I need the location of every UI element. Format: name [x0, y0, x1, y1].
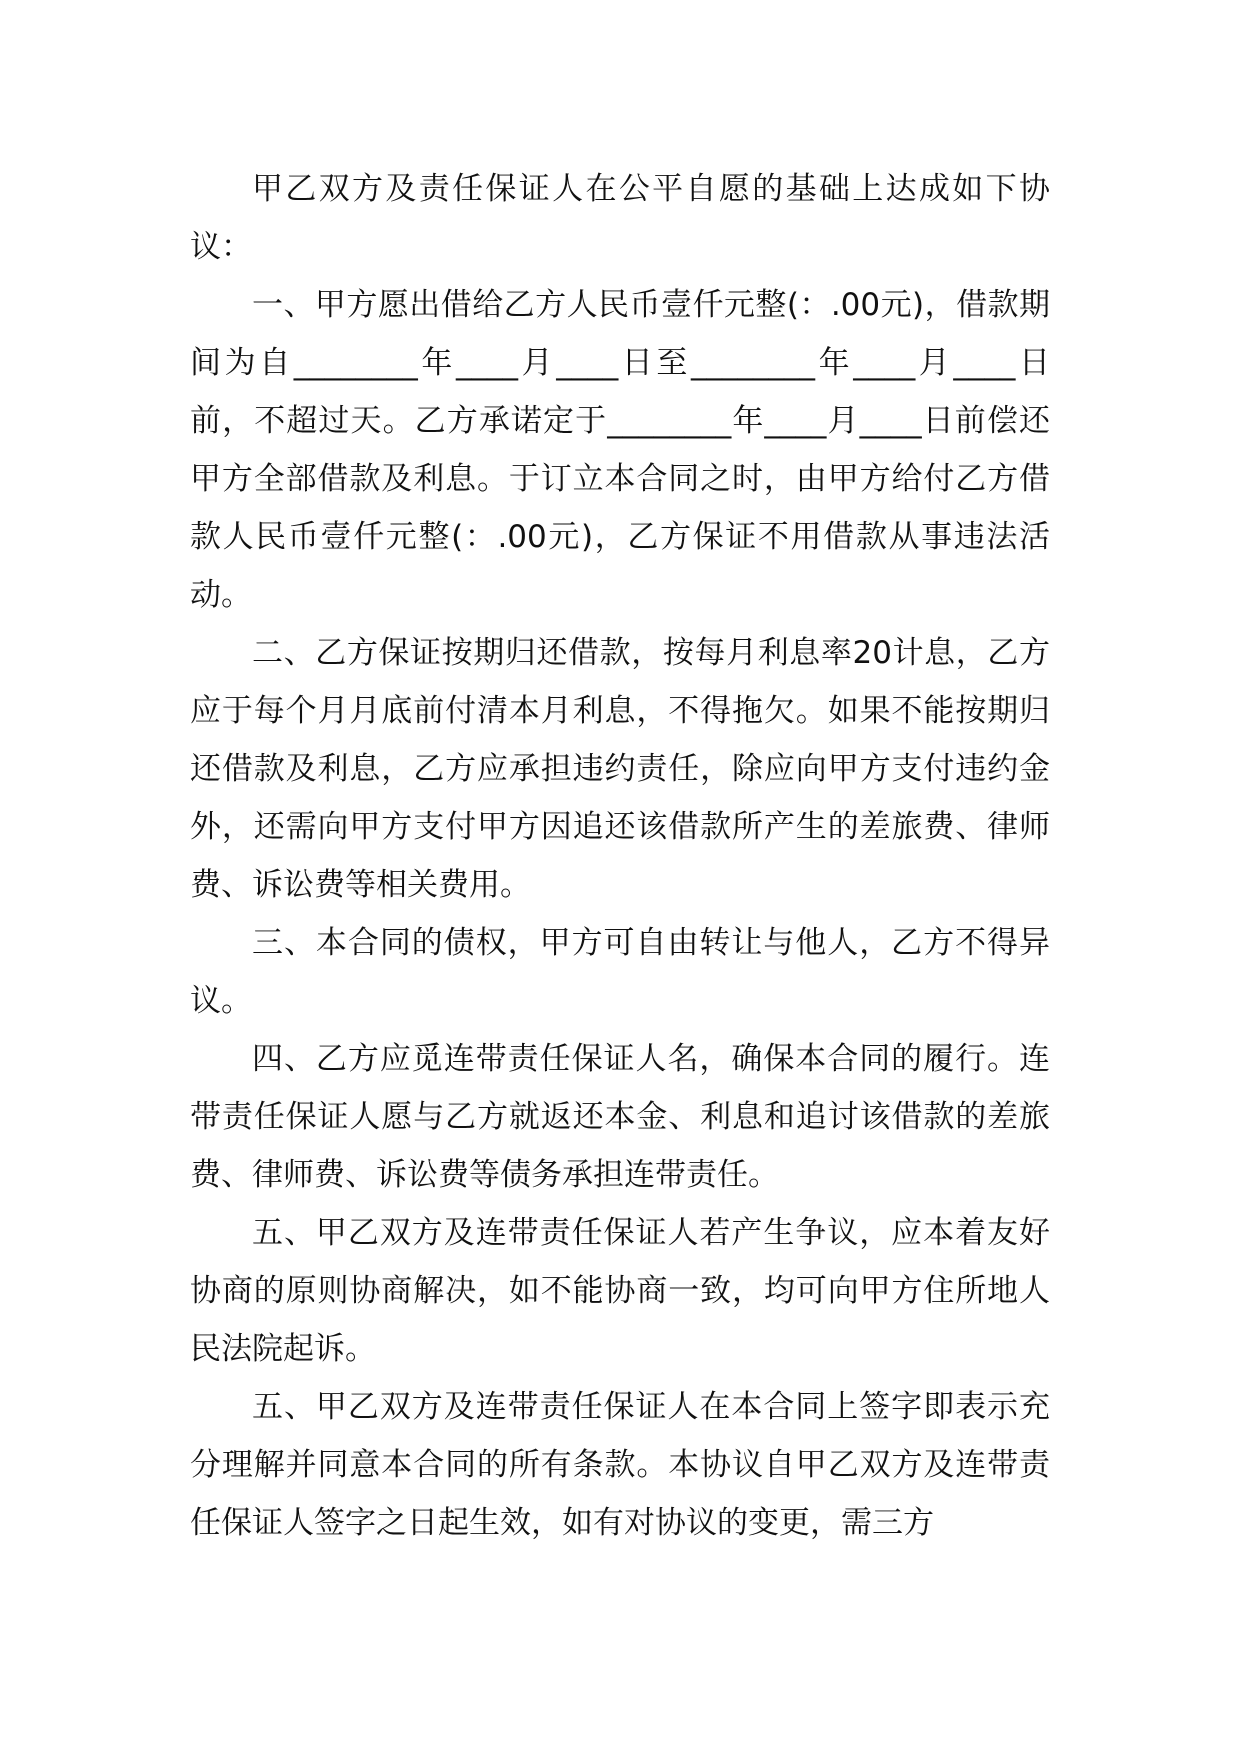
paragraph-clause-5: 五、甲乙双方及连带责任保证人若产生争议，应本着友好协商的原则协商解决，如不能协商一致，均可向甲方住所地人民法院起诉。	[190, 1215, 1050, 1367]
paragraph-clause-3: 三、本合同的债权，甲方可自由转让与他人，乙方不得异议。	[190, 925, 1050, 1019]
paragraph-clause-5-repeat: 五、甲乙双方及连带责任保证人在本合同上签字即表示充分理解并同意本合同的所有条款。本协议自甲乙双方及连带责任保证人签字之日起生效，如有对协议的变更，需三方	[190, 1389, 1050, 1541]
paragraph-intro: 甲乙双方及责任保证人在公平自愿的基础上达成如下协议：	[190, 171, 1050, 265]
paragraph-clause-4: 四、乙方应觅连带责任保证人名，确保本合同的履行。连带责任保证人愿与乙方就返还本金、利息和追讨该借款的差旅费、律师费、诉讼费等债务承担连带责任。	[190, 1041, 1050, 1193]
document-body	[190, 160, 1050, 1552]
paragraph-clause-1: 一、甲方愿出借给乙方人民币壹仟元整(：.00元)，借款期间为自________年____月____日至________年____月____日前，不超过天。乙方承诺定于________年____月____日前偿还甲方全部借款及利息。于订立本合同之时，由甲方给付乙方借款人民币壹仟元整(：.00元)，乙方保证不用借款从事违法活动。	[190, 287, 1050, 613]
paragraph-clause-2: 二、乙方保证按期归还借款，按每月利息率20计息，乙方应于每个月月底前付清本月利息，不得拖欠。如果不能按期归还借款及利息，乙方应承担违约责任，除应向甲方支付违约金外，还需向甲方支付甲方因追还该借款所产生的差旅费、律师费、诉讼费等相关费用。	[190, 635, 1050, 903]
